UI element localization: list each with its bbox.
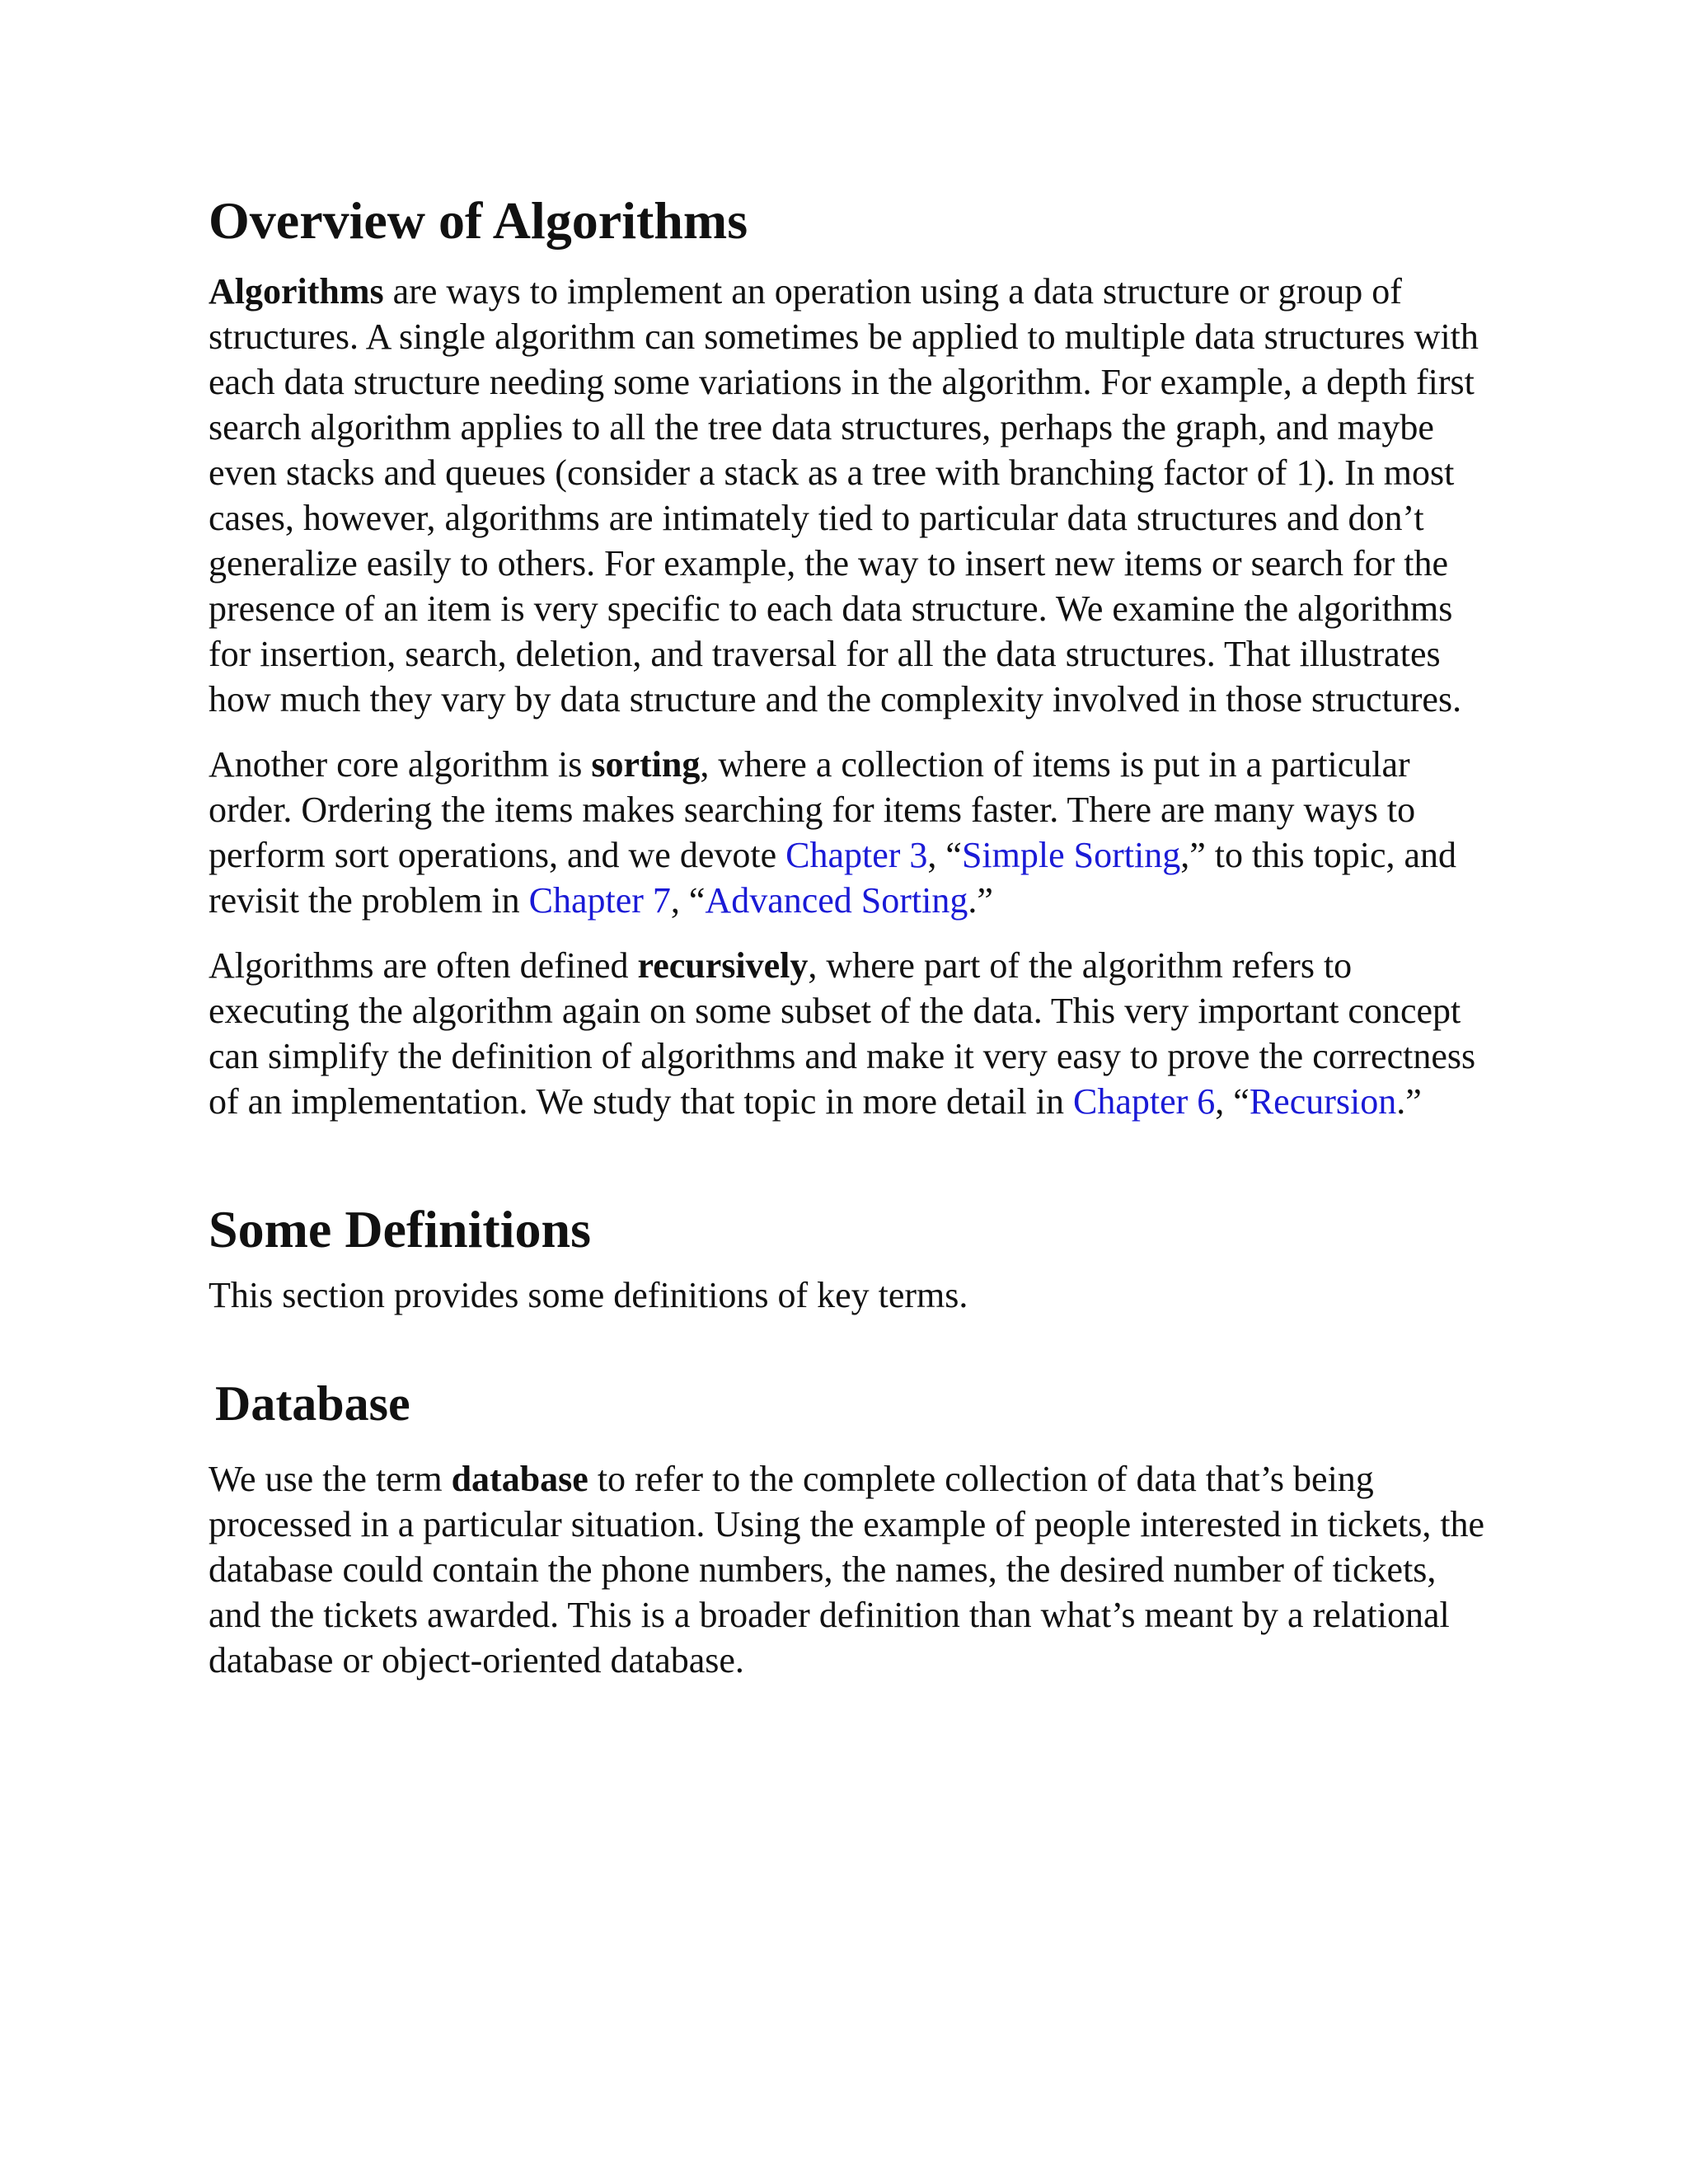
term-sorting: sorting [591,744,701,785]
heading-database: Database [215,1376,410,1431]
paragraph-recursion [209,943,1494,1124]
term-database: database [451,1459,588,1499]
link-chapter-6[interactable]: Chapter 6 [1072,1081,1216,1122]
link-recursion[interactable]: Recursion [1249,1081,1397,1122]
term-algorithms: Algorithms [209,271,384,312]
paragraph-text: , “ [670,880,706,921]
paragraph-definitions-intro: This section provides some definitions of key terms. [209,1275,968,1315]
paragraph-text: , “ [927,835,962,875]
paragraph-text: We use the term [209,1459,452,1499]
paragraph-text: Algorithms are often defined [209,945,638,986]
link-chapter-3[interactable]: Chapter 3 [785,835,928,875]
paragraph-text: to refer to the complete collection of data that’s being processed in a particular situation. Using the example of people interested in tickets, the database could contain the phone numbers, the names, the desired number of tickets, and the tickets awarded. This is a broader definition than what’s meant by a relational database or object-oriented database. [209,1459,1485,1680]
paragraph-text: are ways to implement an operation using a data structure or group of structures. A single algorithm can sometimes be applied to multiple data structures with each data structure needing some variations in the algorithm. For example, a depth first search algorithm applies to all the tree data structures, perhaps the graph, and maybe even stacks and queues (consider a stack as a tree with branching factor of 1). In most cases, however, algorithms are intimately tied to particular data structures and don’t generalize easily to others. For example, the way to insert new items or search for the presence of an item is very specific to each data structure. We examine the algorithms for insertion, search, deletion, and traversal for all the data structures. That illustrates how much they vary by data structure and the complexity involved in those structures. [209,271,1479,719]
paragraph-text: , where part of the algorithm refers to executing the algorithm again on some subset of the data. This very important concept can simplify the definition of algorithms and make it very easy to prove the correctness of an implementation. We study that topic in more detail in [209,945,1476,1122]
paragraph-text: , “ [1215,1081,1250,1122]
paragraph-text: .” [968,880,993,921]
heading-overview-of-algorithms: Overview of Algorithms [209,191,748,250]
paragraph-text: , where a collection of items is put in a particular order. Ordering the items makes searching for items faster. There are many ways to perform sort operations, and we devote [209,744,1416,875]
heading-some-definitions: Some Definitions [209,1200,591,1258]
paragraph-text: .” [1396,1081,1422,1122]
link-advanced-sorting[interactable]: Advanced Sorting [705,880,968,921]
paragraph-algorithms-intro [209,269,1494,722]
link-chapter-7[interactable]: Chapter 7 [528,880,671,921]
paragraph-sorting [209,742,1494,923]
document-page [209,188,1494,1703]
paragraph-text: Another core algorithm is [209,744,592,785]
term-recursively: recursively [637,945,809,986]
paragraph-database [209,1456,1494,1683]
paragraph-text: ,” to this topic, and revisit the problem in [209,835,1457,921]
link-simple-sorting[interactable]: Simple Sorting [961,835,1181,875]
